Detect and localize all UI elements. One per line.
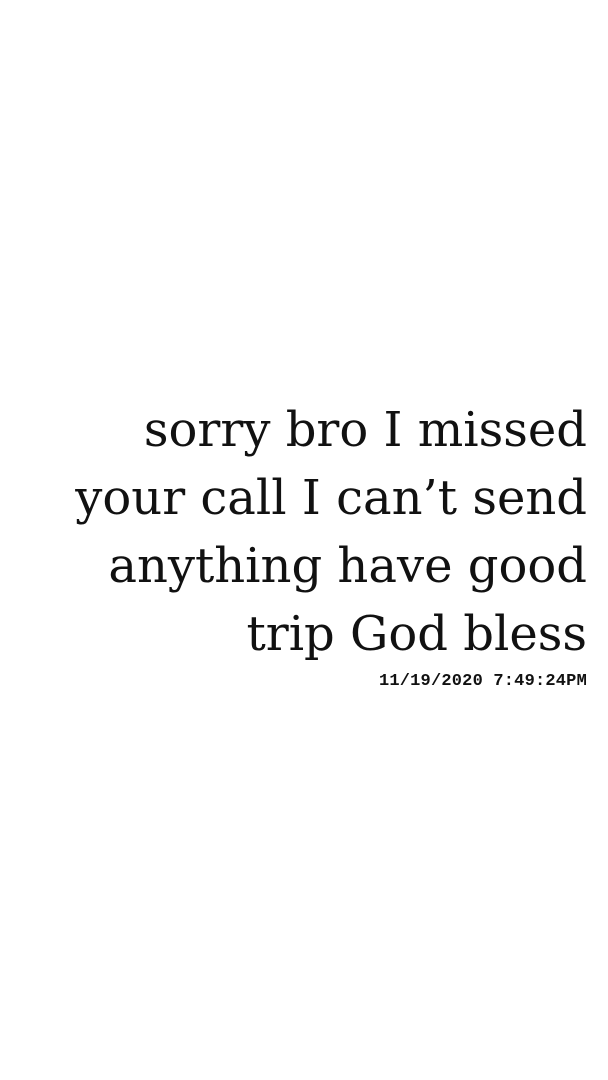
message-line-3: anything have good: [108, 538, 587, 594]
message-text: [27, 396, 587, 668]
message-timestamp: 11/19/2020 7:49:24PM: [378, 672, 587, 691]
message-line-1: sorry bro I missed: [143, 402, 587, 458]
message-line-4: trip God bless: [246, 606, 587, 662]
message-block: [27, 396, 587, 693]
message-line-2: your call I can’t send: [75, 470, 587, 526]
